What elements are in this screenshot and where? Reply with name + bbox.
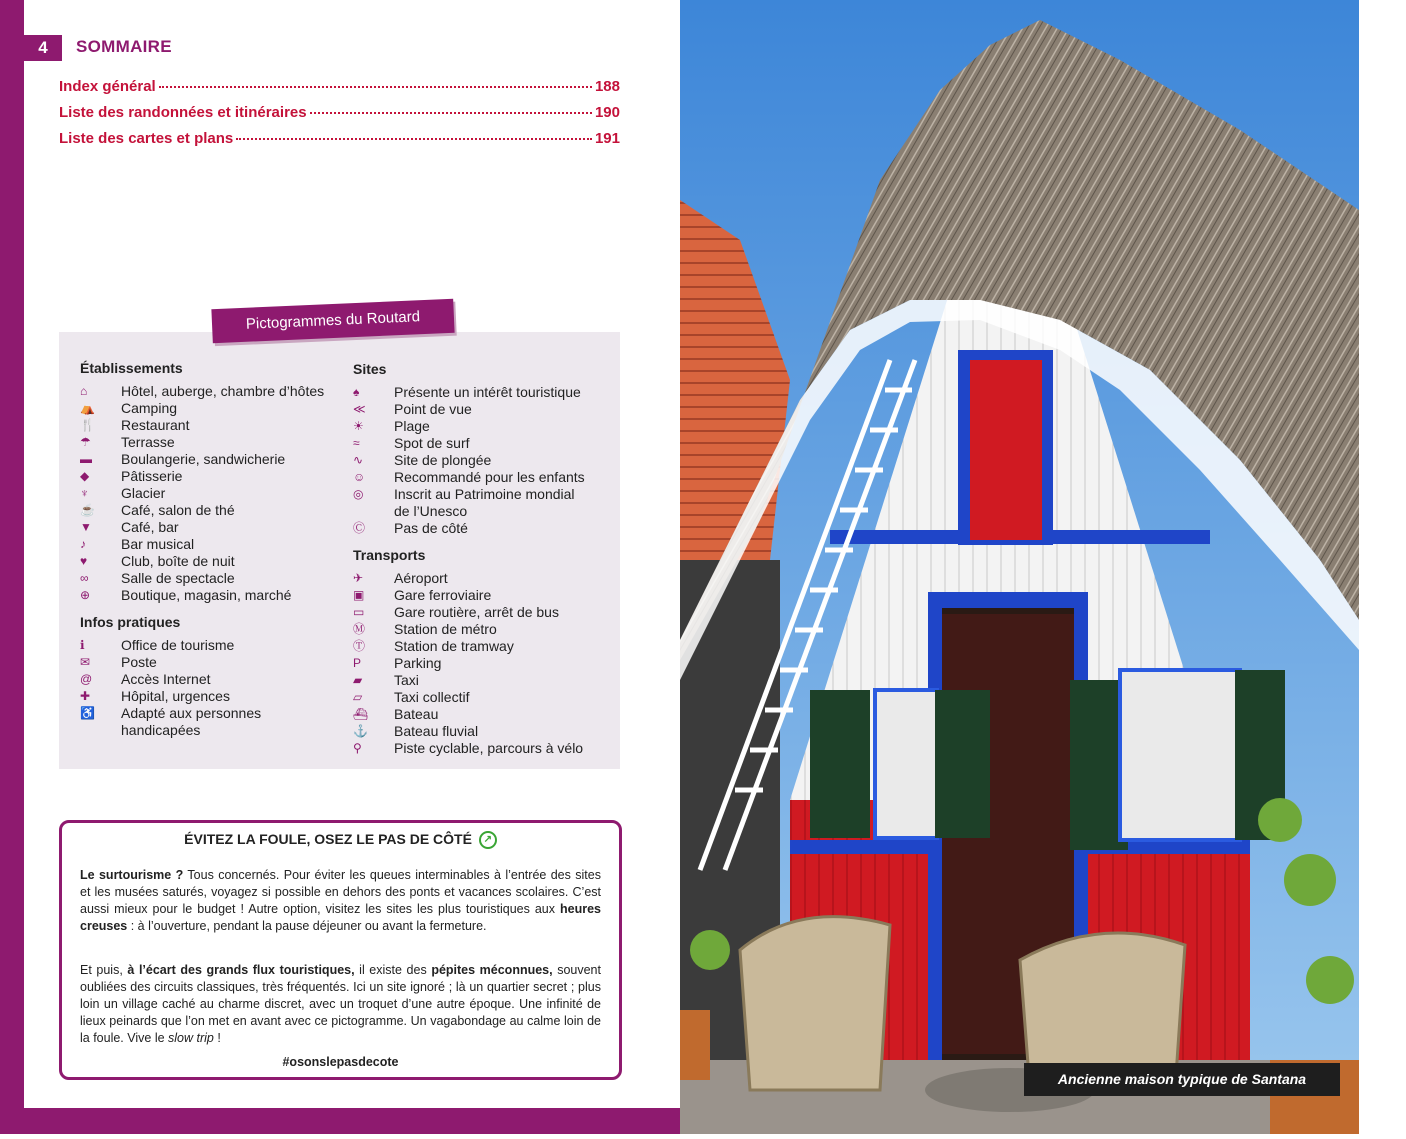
toc-leader-dots (310, 112, 592, 114)
pictogram-row (80, 400, 340, 417)
pictogram-row (80, 654, 340, 671)
pictogram-row (80, 417, 340, 434)
pictogram-row (80, 570, 340, 587)
accessibility-icon: ♿ (80, 706, 95, 720)
pictogram-label: Présente un intérêt touristique (394, 384, 581, 400)
pictogram-label: Taxi collectif (394, 689, 470, 705)
pictogram-label: Bateau (394, 706, 439, 722)
pictogram-row (80, 688, 340, 705)
info-paragraph-1 (80, 867, 601, 935)
info-text: il existe des (354, 963, 432, 977)
bottom-edge-bar (0, 1108, 680, 1134)
pictogram-label: Point de vue (394, 401, 472, 417)
hashtag: #osonslepasdecote (282, 1055, 399, 1069)
pictogram-row (353, 655, 615, 672)
pictogram-label: Hôpital, urgences (121, 688, 230, 704)
ice-cream-icon: ♆ (80, 486, 89, 500)
music-icon: ♪ (80, 537, 86, 551)
pictogram-row (353, 418, 615, 435)
pictogram-row (80, 502, 340, 519)
pictogram-row (353, 384, 615, 401)
pictogram-label: Station de métro (394, 621, 497, 637)
pictogram-label: Café, salon de thé (121, 502, 235, 518)
info-lead: Le surtourisme ? (80, 868, 184, 882)
pictograms-left-column (80, 360, 340, 739)
bicycle-icon: ⚲ (353, 741, 362, 755)
toc-entry-label: Liste des cartes et plans (59, 130, 234, 147)
pictogram-row (353, 452, 615, 469)
pictogram-row (80, 383, 340, 400)
info-paragraph-2 (80, 962, 601, 1047)
pictogram-label: Parking (394, 655, 442, 671)
pictogram-label: Pas de côté (394, 520, 468, 536)
family-icon: ☺ (353, 470, 366, 484)
pictogram-label: Site de plongée (394, 452, 492, 468)
pictogram-label: Bar musical (121, 536, 195, 552)
pictogram-label: Plage (394, 418, 430, 434)
pictogram-spacer (353, 503, 394, 520)
house-illustration (680, 0, 1359, 1134)
info-box-title-text: ÉVITEZ LA FOULE, OSEZ LE PAS DE CÔTÉ (184, 831, 472, 847)
pictogram-row (353, 435, 615, 452)
pictogram-row (353, 587, 615, 604)
pictogram-row (353, 672, 615, 689)
info-text: Et puis, (80, 963, 128, 977)
pictogram-row (353, 638, 615, 655)
toc-leader-dots (159, 86, 592, 88)
pictogram-row (353, 740, 615, 757)
nightclub-icon: ♥ (80, 554, 88, 568)
pictogram-label: Gare ferroviaire (394, 587, 492, 603)
pictogram-label: Aéroport (394, 570, 448, 586)
off-path-icon: Ⓒ (353, 521, 366, 535)
pictogram-row (353, 570, 615, 587)
pictogram-label: Poste (121, 654, 157, 670)
hotel-icon: ⌂ (80, 384, 88, 398)
metro-icon: Ⓜ (353, 622, 366, 636)
table-of-contents (59, 78, 620, 156)
pictogram-label: Club, boîte de nuit (121, 553, 235, 569)
pictogram-label: Station de tramway (394, 638, 514, 654)
info-text: souvent oubliées des circuits classiques, très fréquentés. Ici un site ignoré ; là un quartier secret ; plus loin un village caché au charme discret, avec un troquet d’une autre époque. Une infinité de lieux peinards que l’on met en avant avec ce pictogramme. Un vagabondage au calme loin de la foule. Vive le (80, 963, 601, 1045)
toc-entry-index[interactable] (59, 78, 620, 104)
pictogram-label: Adapté aux personnes (121, 705, 262, 721)
river-boat-icon: ⚓ (353, 724, 368, 738)
pictogram-row (353, 520, 615, 537)
toc-leader-dots (236, 138, 592, 140)
toc-entry-page: 191 (594, 130, 620, 147)
pictogram-row (80, 671, 340, 688)
toc-entry-cartes[interactable] (59, 130, 620, 156)
pictogram-label: Bateau fluvial (394, 723, 479, 739)
pictogram-row (80, 587, 340, 604)
pictogram-row (80, 705, 340, 722)
train-icon: ▣ (353, 588, 365, 602)
pictogram-label: Boutique, magasin, marché (121, 587, 292, 603)
boat-icon: ⛴ (353, 707, 369, 721)
parking-icon: P (353, 656, 362, 670)
pictogram-row (80, 519, 340, 536)
info-icon: ℹ (80, 638, 85, 652)
camping-icon: ⛺ (80, 401, 95, 415)
pictogram-label: Hôtel, auberge, chambre d’hôtes (121, 383, 325, 399)
pictogram-label: Glacier (121, 485, 166, 501)
pictogram-label: Café, bar (121, 519, 179, 535)
pictogram-label: handicapées (121, 722, 201, 738)
mail-icon: ✉ (80, 655, 91, 669)
page-title: SOMMAIRE (76, 37, 172, 56)
attraction-icon: ♠ (353, 385, 360, 399)
off-path-info-box (59, 820, 622, 1080)
pictogram-row (80, 468, 340, 485)
left-edge-bar (0, 0, 24, 1134)
info-bold: heures creuses (80, 902, 601, 933)
terrace-icon: ☂ (80, 435, 91, 449)
pictogram-spacer (80, 722, 121, 739)
toc-entry-randonnees[interactable] (59, 104, 620, 130)
pictogram-label: Boulangerie, sandwicherie (121, 451, 286, 467)
pictogram-label: Piste cyclable, parcours à vélo (394, 740, 584, 756)
bakery-icon: ▬ (80, 452, 92, 466)
toc-entry-label: Index général (59, 78, 156, 95)
info-text: ! (213, 1031, 221, 1045)
beach-icon: ☀ (353, 419, 364, 433)
pictogram-label: Camping (121, 400, 178, 416)
tram-icon: Ⓣ (353, 639, 366, 653)
pictogram-group-heading: Transports (353, 547, 426, 563)
restaurant-icon: 🍴 (80, 418, 95, 432)
pictogram-row (80, 451, 340, 468)
info-text: : à l’ouverture, pendant la pause déjeuner ou avant la fermeture. (127, 919, 487, 933)
pictogram-row (80, 722, 340, 739)
pictogram-label: Accès Internet (121, 671, 211, 687)
pictogram-label: Gare routière, arrêt de bus (394, 604, 559, 620)
pictogram-row (80, 536, 340, 553)
diving-icon: ∿ (353, 453, 364, 467)
pictogram-row (353, 604, 615, 621)
hospital-icon: ✚ (80, 689, 91, 703)
pictogram-label: Terrasse (121, 434, 175, 450)
pictogram-row (353, 621, 615, 638)
theater-icon: ∞ (80, 571, 89, 585)
pictogram-label: Salle de spectacle (121, 570, 235, 586)
pictogram-row (353, 486, 615, 503)
pictogram-group-heading: Infos pratiques (80, 614, 181, 630)
bus-icon: ▭ (353, 605, 365, 619)
pictogram-group-heading: Sites (353, 361, 387, 377)
toc-entry-label: Liste des randonnées et itinéraires (59, 104, 307, 121)
cafe-icon: ▼ (80, 520, 92, 534)
shop-icon: ⊕ (80, 588, 91, 602)
pictogram-row (353, 401, 615, 418)
pictogram-row (80, 434, 340, 451)
off-path-icon: ↗ (479, 831, 497, 849)
unesco-icon: ◎ (353, 487, 364, 501)
pictogram-row (353, 706, 615, 723)
viewpoint-icon: ≪ (353, 402, 366, 416)
airport-icon: ✈ (353, 571, 364, 585)
taxi-icon: ▰ (353, 673, 363, 687)
pictogram-label: Inscrit au Patrimoine mondial (394, 486, 575, 502)
toc-entry-page: 188 (594, 78, 620, 95)
pictogram-label: Recommandé pour les enfants (394, 469, 585, 485)
pictogram-row (80, 553, 340, 570)
pictogram-label: Pâtisserie (121, 468, 183, 484)
pictogram-label: Office de tourisme (121, 637, 235, 653)
pictogram-row (353, 503, 615, 520)
tea-icon: ☕ (80, 503, 95, 517)
pictogram-label: de l’Unesco (394, 503, 468, 519)
pictograms-right-column (353, 361, 615, 757)
info-bold: à l’écart des grands flux touristiques, (127, 963, 355, 977)
photo-santana-house (680, 0, 1406, 1134)
shared-taxi-icon: ▱ (353, 690, 363, 704)
pastry-icon: ◆ (80, 469, 90, 483)
pictogram-row (80, 637, 340, 654)
info-box-title (62, 831, 619, 849)
pictogram-row (353, 469, 615, 486)
pictogram-label: Restaurant (121, 417, 190, 433)
photo-caption: Ancienne maison typique de Santana (1024, 1063, 1340, 1096)
info-italic: slow trip (168, 1031, 214, 1045)
pictogram-label: Spot de surf (394, 435, 470, 451)
pictogram-row (80, 485, 340, 502)
pictogram-row (353, 723, 615, 740)
info-bold: pépites méconnues, (431, 963, 553, 977)
pictogram-row (353, 689, 615, 706)
photo-credit: © Guiziou Franck/hemis.fr (1395, 961, 1406, 1086)
pictogram-label: Taxi (394, 672, 419, 688)
pictograms-tab-title: Pictogrammes du Routard (211, 299, 454, 344)
at-icon: @ (80, 672, 93, 686)
page-number: 4 (24, 35, 62, 61)
pictograms-box (59, 332, 620, 769)
surf-icon: ≈ (353, 436, 360, 450)
info-text: Tous concernés. Pour éviter les queues interminables à l’entrée des sites et les musées saturés, voyagez si possible en dehors des ponts et vacances scolaires. C’est aussi mieux pour le budget ! Autre option, visitez les sites les plus touristiques aux (80, 868, 601, 916)
toc-entry-page: 190 (594, 104, 620, 121)
pictogram-group-heading: Établissements (80, 360, 183, 376)
